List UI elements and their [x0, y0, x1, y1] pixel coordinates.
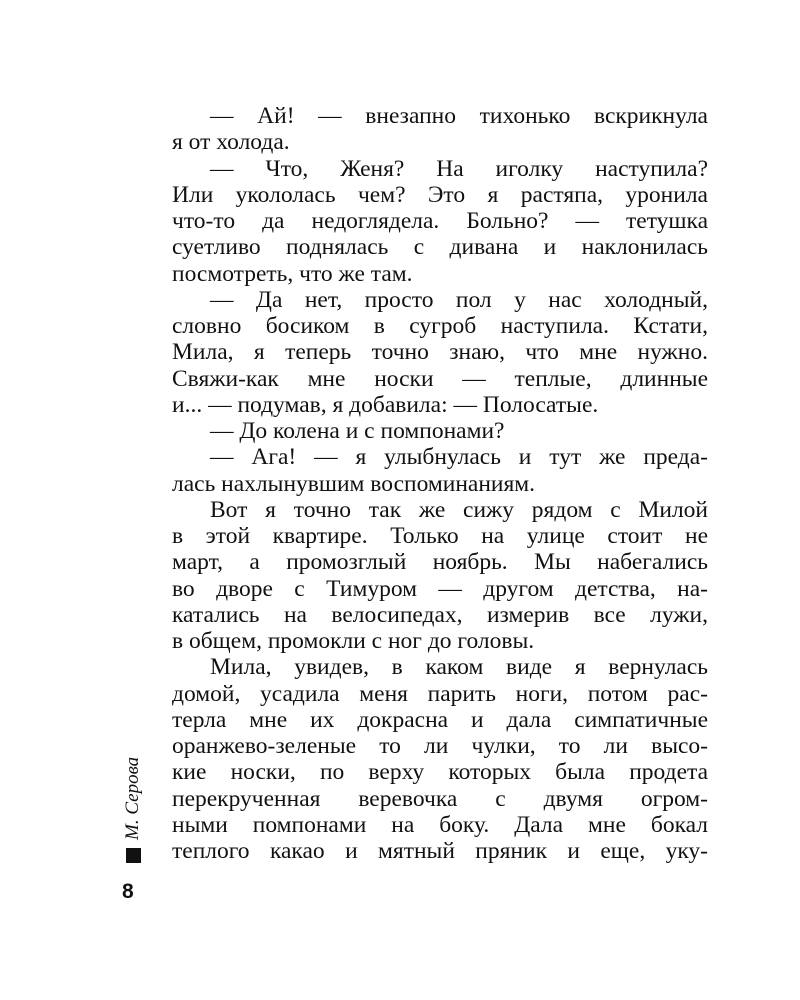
text-line: терла мне их докрасна и дала симпатичные [172, 706, 708, 733]
text-line: словно босиком в сугроб наступила. Кстати, [172, 313, 708, 339]
body-text [172, 103, 708, 864]
text-line: — Да нет, просто пол у нас холодный, [210, 286, 708, 313]
text-line: я от холода. [172, 129, 290, 156]
text-line: — Ай! — внезапно тихонько вскрикнула [210, 103, 708, 129]
text-line: Свяжи-как мне носки — теплые, длинные [172, 365, 708, 392]
running-head-author: М. Серова [122, 756, 143, 840]
text-line: март, а промозглый ноябрь. Мы набегались [172, 549, 708, 576]
text-line: посмотреть, что же там. [172, 260, 413, 287]
text-line: что-то да недоглядела. Больно? — тетушка [172, 208, 708, 234]
text-line: ными помпонами на боку. Дала мне бокал [172, 811, 708, 838]
text-line: в этой квартире. Только на улице стоит не [172, 523, 708, 549]
text-line: кие носки, по верху которых была продета [172, 759, 708, 786]
text-line: во дворе с Тимуром — другом детства, на- [172, 575, 708, 602]
text-line: Вот я точно так же сижу рядом с Милой [210, 496, 708, 523]
text-line: в общем, промокли с ног до головы. [172, 628, 535, 654]
text-line: домой, усадила меня парить ноги, потом рас- [172, 680, 708, 707]
text-line: Мила, я теперь точно знаю, что мне нужно. [172, 339, 708, 366]
text-line: оранжево-зеленые то ли чулки, то ли высо- [172, 733, 708, 759]
text-line: Мила, увидев, в каком виде я вернулась [210, 654, 708, 681]
text-line: и... — подумав, я добавила: — Полосатые. [172, 391, 599, 418]
text-line: — До колена и с помпонами? [210, 418, 505, 444]
text-line: — Ага! — я улыбнулась и тут же преда- [210, 444, 708, 471]
text-line: Или укололась чем? Это я растяпа, уронила [172, 181, 708, 208]
text-line: лась нахлынувшим воспоминаниям. [172, 470, 536, 497]
text-line: катались на велосипедах, измерив все лужи, [172, 601, 708, 628]
page-number: 8 [122, 880, 134, 903]
text-line: перекрученная веревочка с двумя огром- [172, 785, 708, 812]
text-line: теплого какао и мятный пряник и еще, уку- [172, 838, 708, 864]
square-marker-icon [126, 848, 141, 863]
text-line: суетливо поднялась с дивана и наклонилась [172, 234, 708, 261]
text-line: — Что, Женя? На иголку наступила? [210, 155, 708, 182]
